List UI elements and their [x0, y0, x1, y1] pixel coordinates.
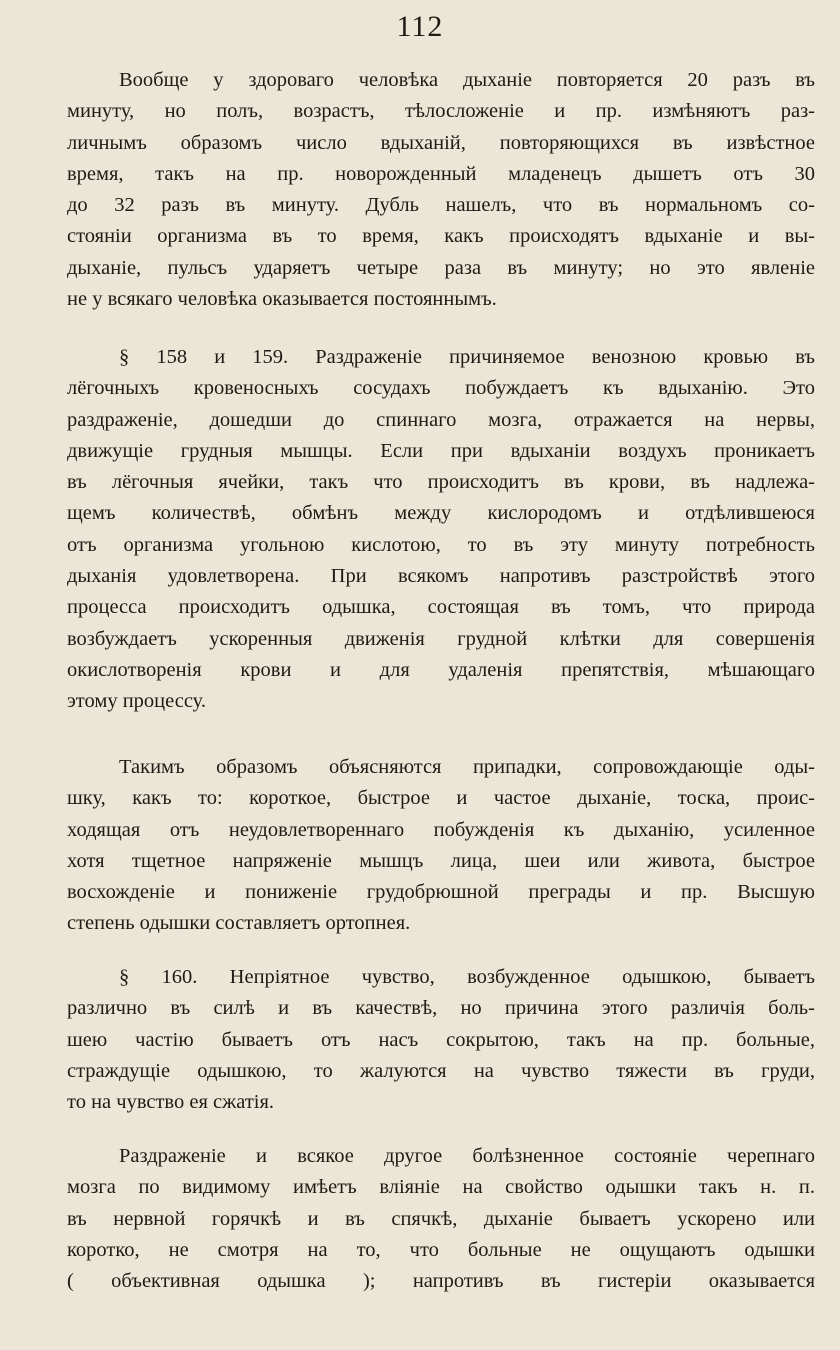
text-line: Такимъ образомъ объясняются припадки, сопровождающіе оды- [119, 756, 815, 778]
text-line: коротко, не смотря на то, что больные не ощущаютъ одышки [67, 1238, 815, 1261]
text-line: движущіе грудныя мышцы. Если при вдыханіи воздухъ проникаетъ [67, 439, 815, 462]
text-line: стояніи организма въ то время, какъ происходятъ вдыханіе и вы- [67, 225, 815, 248]
text-line: шею частію бываетъ отъ насъ сокрытою, такъ на пр. больные, [67, 1028, 815, 1051]
text-line: ходящая отъ неудовлетвореннаго побужденія къ дыханію, усиленное [67, 818, 815, 841]
text-line: процесса происходитъ одышка, состоящая въ томъ, что природа [67, 596, 815, 619]
text-line: не у всякаго человѣка оказывается постояннымъ. [67, 288, 497, 311]
text-line: до 32 разъ въ минуту. Дубль нашелъ, что въ нормальномъ со- [67, 194, 815, 217]
text-line: окислотворенія крови и для удаленія препятствія, мѣшающаго [67, 658, 815, 681]
text-line: различно въ силѣ и въ качествѣ, но причина этого различія боль- [67, 997, 815, 1020]
text-line: мозга по видимому имѣетъ вліяніе на свойство одышки такъ н. п. [67, 1176, 815, 1199]
text-line: хотя тщетное напряженіе мышцъ лица, шеи или живота, быстрое [67, 849, 815, 872]
text-line: то на чувство ея сжатія. [67, 1091, 275, 1114]
paragraph-1 [67, 65, 815, 315]
text-line: отъ организма угольною кислотою, то въ эту минуту потребность [67, 533, 815, 556]
text-line: Раздраженіе и всякое другое болѣзненное состояніе черепнаго [119, 1145, 815, 1167]
text-line: восхожденіе и пониженіе грудобрюшной преграды и пр. Высшую [67, 881, 815, 904]
text-line: § 158 и 159. Раздраженіе причиняемое венозною кровью въ [119, 346, 815, 368]
text-line: лёгочныхъ кровеносныхъ сосудахъ побуждаетъ къ вдыханію. Это [67, 377, 815, 400]
text-line: ( объективная одышка ); напротивъ въ гистеріи оказывается [67, 1270, 815, 1293]
text-line: Вообще у здороваго человѣка дыханіе повторяется 20 разъ въ [119, 69, 815, 91]
text-line: въ нервной горячкѣ и въ спячкѣ, дыханіе бываетъ ускорено или [67, 1207, 815, 1230]
text-line: щемъ количествѣ, обмѣнъ между кислородомъ и отдѣлившеюся [67, 502, 815, 525]
text-line: время, такъ на пр. новорожденный младенецъ дышетъ отъ 30 [67, 162, 815, 185]
paragraph-5 [67, 1141, 815, 1297]
text-line: страждущіе одышкою, то жалуются на чувство тяжести въ груди, [67, 1059, 815, 1082]
text-line: дыханія удовлетворена. При всякомъ напротивъ разстройствѣ этого [67, 565, 815, 588]
paragraph-2-section-158-159 [67, 342, 815, 718]
paragraph-3 [67, 752, 815, 940]
paragraph-4-section-160 [67, 962, 815, 1118]
text-line: шку, какъ то: короткое, быстрое и частое дыханіе, тоска, проис- [67, 787, 815, 810]
text-line: дыханіе, пульсъ ударяетъ четыре раза въ минуту; но это явленіе [67, 256, 815, 279]
text-line: личнымъ образомъ число вдыханій, повторяющихся въ извѣстное [67, 131, 815, 154]
text-line: въ лёгочныя ячейки, такъ что происходитъ въ крови, въ надлежа- [67, 471, 815, 494]
text-line: § 160. Непріятное чувство, возбужденное одышкою, бываетъ [119, 966, 815, 988]
text-line: степень одышки составляетъ ортопнея. [67, 912, 411, 935]
text-line: возбуждаетъ ускоренныя движенія грудной клѣтки для совершенія [67, 627, 815, 650]
text-line: раздраженіе, дошедши до спиннаго мозга, отражается на нервы, [67, 408, 815, 431]
text-line: этому процессу. [67, 690, 206, 713]
page-number: 112 [396, 10, 444, 43]
text-line: минуту, но полъ, возрастъ, тѣлосложеніе и пр. измѣняютъ раз- [67, 100, 815, 123]
